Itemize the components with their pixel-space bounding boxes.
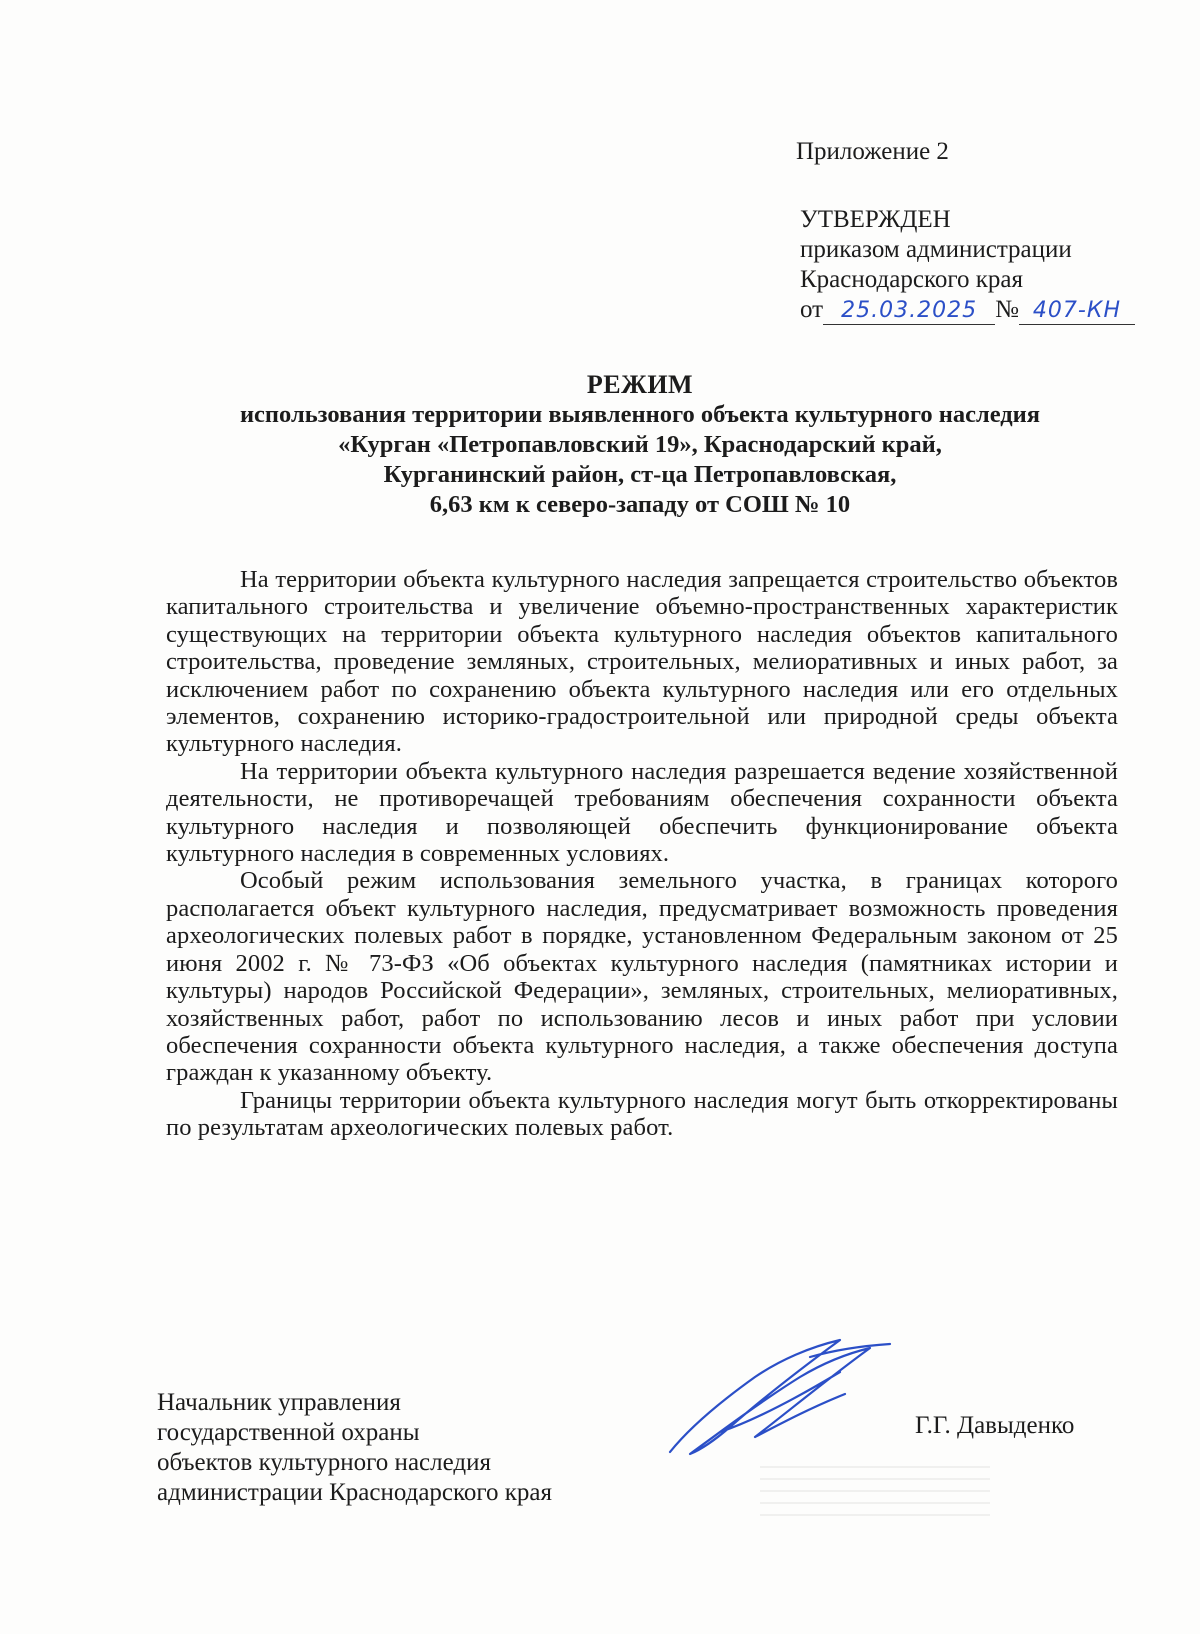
- title-line-4: Курганинский район, ст-ца Петропавловская,: [383, 461, 897, 488]
- number-label: №: [995, 296, 1019, 323]
- paragraph: Особый режим использования земельного участка, в границах которого располагается объект культурного наследия, предусматривает возможность проведения археологических полевых работ в порядке, установленном Федеральным законом от 25 июня 2002 г. № 73-ФЗ «Об объектах культурного наследия (памятниках истории и культуры) народов Российской Федерации», земляных, строительных, мелиоративных, хозяйственных работ, работ по использованию лесов и иных работ при условии обеспечения сохранности объекта культурного наследия, а также обеспечения доступа граждан к указанному объекту.: [166, 867, 1118, 1087]
- signatory-line-3: объектов культурного наследия: [157, 1449, 491, 1476]
- document-body: [166, 566, 1118, 1142]
- title-regime: РЕЖИМ: [586, 370, 694, 399]
- approval-block: [800, 205, 1135, 325]
- signatory-line-4: администрации Краснодарского края: [157, 1479, 553, 1506]
- title-line-2: использования территории выявленного объекта культурного наследия: [239, 401, 1041, 428]
- approval-date-line: [800, 295, 1135, 325]
- title-line-5: 6,63 км к северо-западу от СОШ № 10: [429, 491, 851, 518]
- title-line-3: «Курган «Петропавловский 19», Краснодарский край,: [338, 431, 942, 458]
- faint-stamp-imprint: [760, 1456, 990, 1516]
- from-label: от: [800, 296, 824, 323]
- signatory-title: [157, 1388, 552, 1508]
- paragraph: На территории объекта культурного наследия запрещается строительство объектов капитального строительства и увеличение объемно-пространственных характеристик существующих на территории объекта культурного наследия объектов капитального строительства, проведение земляных, строительных, мелиоративных и иных работ, за исключением работ по сохранению объекта культурного наследия или его отдельных элементов, сохранению историко-градостроительной или природной среды объекта культурного наследия.: [166, 566, 1118, 758]
- signatory-line-2: государственной охраны: [157, 1419, 420, 1446]
- document-title: [150, 370, 1130, 520]
- approval-line-1: приказом администрации: [800, 236, 1072, 263]
- annex-label: Приложение 2: [796, 138, 949, 165]
- handwritten-number: 407-КН: [1019, 298, 1135, 325]
- paragraph: На территории объекта культурного наследия разрешается ведение хозяйственной деятельности, не противоречащей требованиям обеспечения сохранности объекта культурного наследия и позволяющей обеспечить функционирование объекта культурного наследия в современных условиях.: [166, 757, 1118, 868]
- signatory-name: Г.Г. Давыденко: [915, 1412, 1075, 1439]
- paragraph: Границы территории объекта культурного наследия могут быть откорректированы по результатам археологических полевых работ.: [166, 1086, 1118, 1142]
- approval-status: УТВЕРЖДЕН: [800, 206, 951, 233]
- signatory-line-1: Начальник управления: [157, 1389, 401, 1416]
- handwritten-date: 25.03.2025: [823, 298, 995, 325]
- approval-line-2: Краснодарского края: [800, 266, 1023, 293]
